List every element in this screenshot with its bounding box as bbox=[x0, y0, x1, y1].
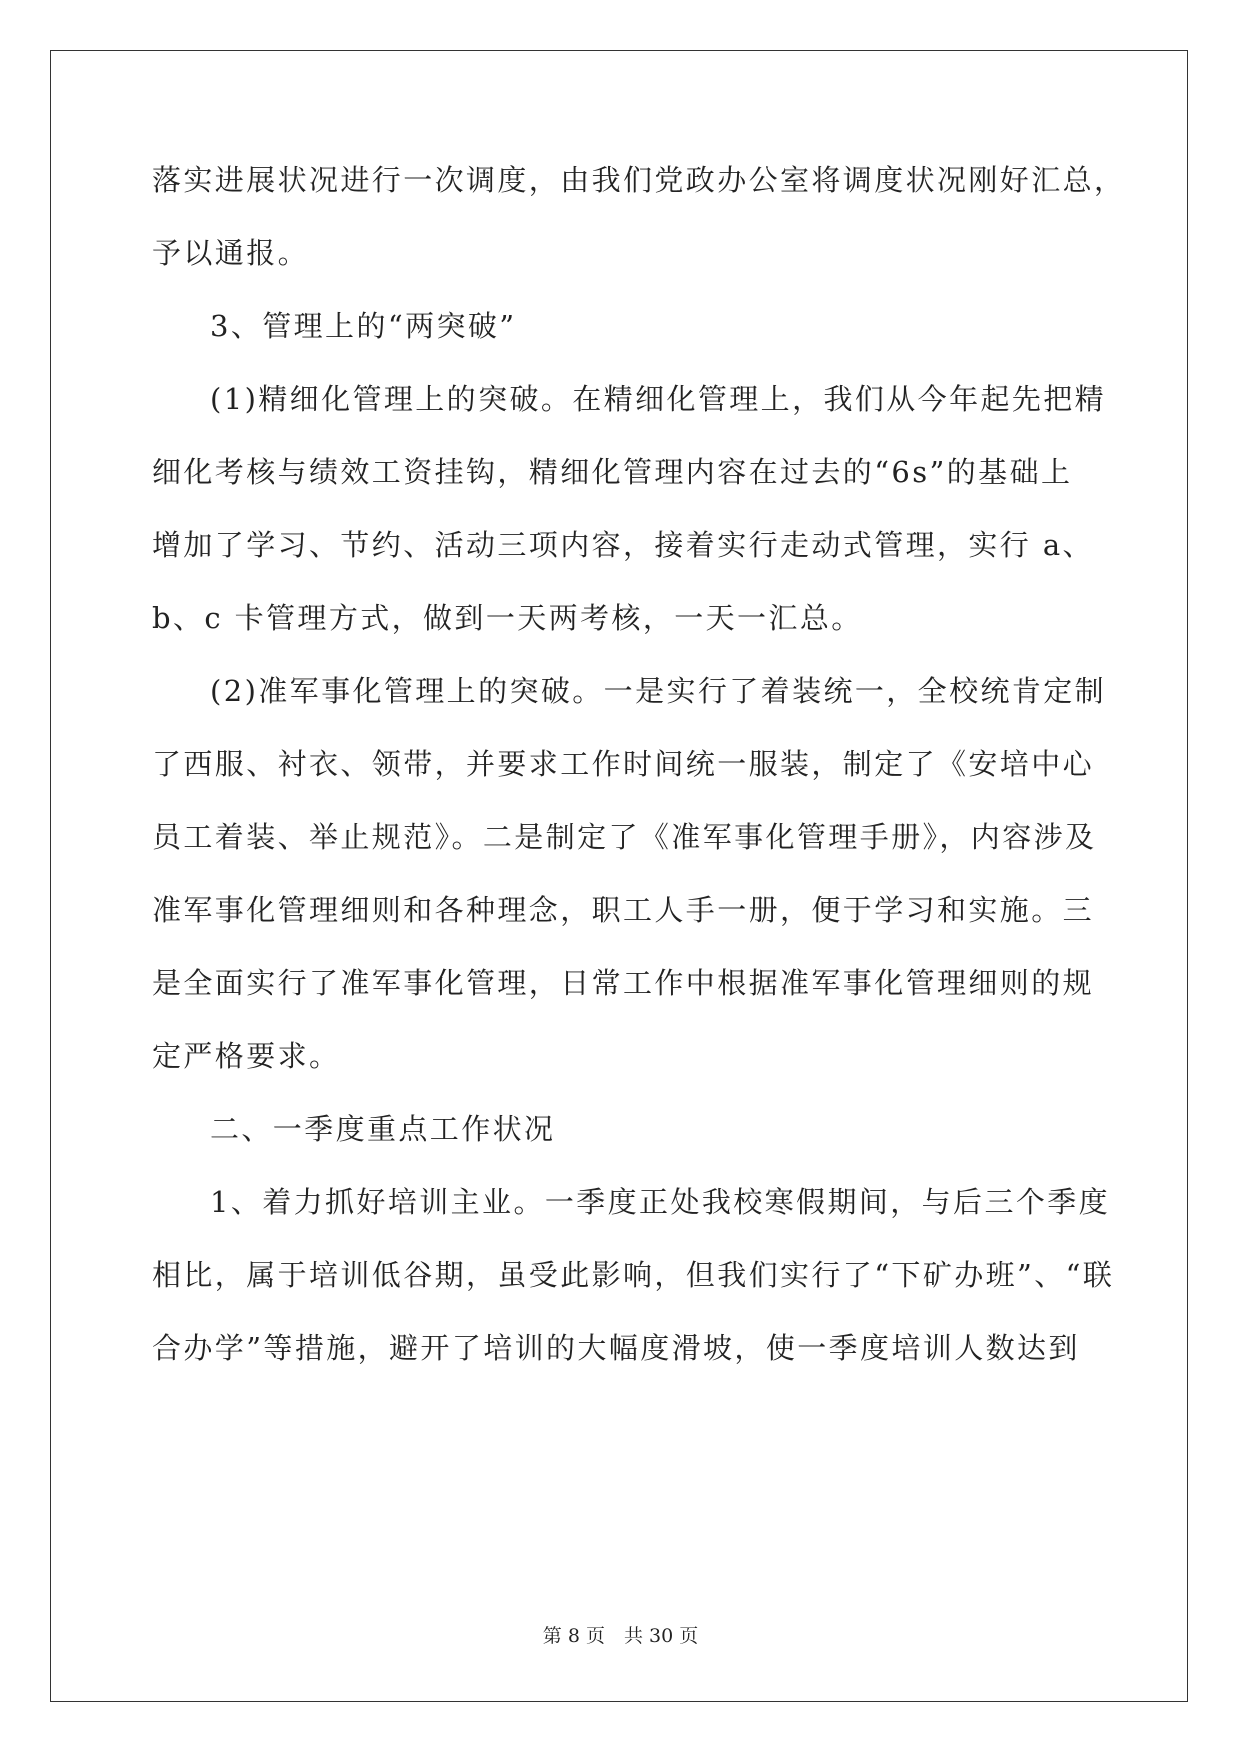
page-number: 第 8 页 共 30 页 bbox=[542, 1625, 699, 1647]
page-border bbox=[50, 50, 1188, 1702]
text-line: 相比，属于培训低谷期，虽受此影响，但我们实行了“下矿办班”、“联 bbox=[152, 1258, 1115, 1292]
text-line: (2)准军事化管理上的突破。一是实行了着装统一，全校统肯定制 bbox=[210, 674, 1107, 708]
section-heading: 二、一季度重点工作状况 bbox=[210, 1112, 556, 1146]
text-line: 增加了学习、节约、活动三项内容，接着实行走动式管理，实行 a、 bbox=[152, 528, 1094, 562]
text-line: 落实进展状况进行一次调度，由我们党政办公室将调度状况刚好汇总， bbox=[152, 163, 1126, 197]
text-line: 准军事化管理细则和各种理念，职工人手一册，便于学习和实施。三 bbox=[152, 893, 1095, 927]
text-line: b、c 卡管理方式，做到一天两考核，一天一汇总。 bbox=[152, 601, 863, 635]
text-line: 了西服、衬衣、领带，并要求工作时间统一服装，制定了《安培中心 bbox=[152, 747, 1095, 781]
text-line: 员工着装、举止规范》。二是制定了《准军事化管理手册》，内容涉及 bbox=[152, 820, 1097, 854]
text-line: 予以通报。 bbox=[152, 236, 310, 270]
text-line: 细化考核与绩效工资挂钩，精细化管理内容在过去的“6s”的基础上 bbox=[152, 455, 1073, 489]
text-line: 1、着力抓好培训主业。一季度正处我校寒假期间，与后三个季度 bbox=[210, 1185, 1111, 1219]
text-line: (1)精细化管理上的突破。在精细化管理上，我们从今年起先把精 bbox=[210, 382, 1107, 416]
text-line: 定严格要求。 bbox=[152, 1039, 341, 1073]
text-line: 是全面实行了准军事化管理，日常工作中根据准军事化管理细则的规 bbox=[152, 966, 1095, 1000]
text-line: 合办学”等措施，避开了培训的大幅度滑坡，使一季度培训人数达到 bbox=[152, 1331, 1080, 1365]
section-heading: 3、管理上的“两突破” bbox=[210, 309, 517, 343]
